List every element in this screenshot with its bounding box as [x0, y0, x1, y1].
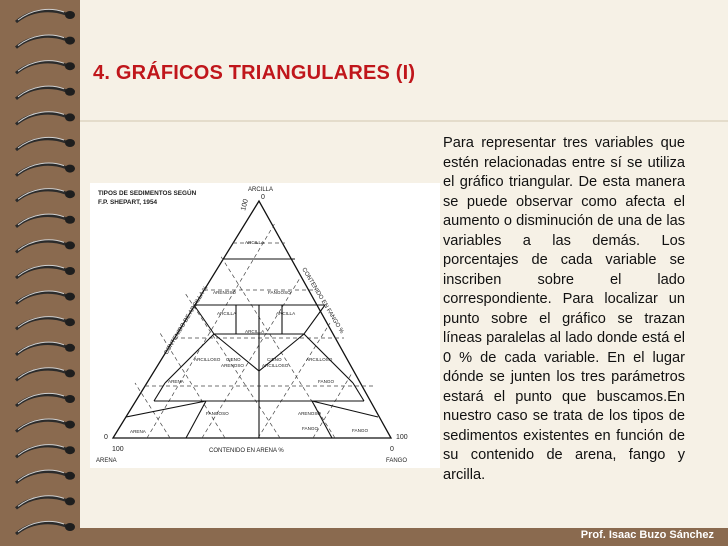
figure-title-line1: TIPOS DE SEDIMENTOS SEGÚN	[98, 190, 197, 197]
binding-hole	[65, 216, 75, 224]
region-fangoso: FANGOSO	[268, 290, 291, 295]
binding-hole	[65, 113, 75, 121]
ternary-diagram-svg	[90, 183, 440, 468]
title-divider	[80, 120, 728, 122]
binding-hole	[65, 369, 75, 377]
slide-title: 4. GRÁFICOS TRIANGULARES (I)	[93, 62, 416, 84]
label-100-top: 100	[240, 198, 250, 212]
footer-author: Prof. Isaac Buzo Sánchez	[580, 529, 714, 541]
binding-hole	[65, 318, 75, 326]
binding-hole	[65, 165, 75, 173]
triangle-outline	[113, 201, 391, 438]
corner-label-arena: ARENA	[96, 458, 117, 464]
binding-hole	[65, 395, 75, 403]
binding-hole	[65, 267, 75, 275]
binding-hole	[65, 62, 75, 70]
region-fango-corner: FANGO	[352, 428, 369, 433]
binding-hole	[65, 523, 75, 531]
ternary-diagram	[90, 183, 440, 468]
binding-hole	[65, 241, 75, 249]
region-cieno-right: CIENO ARCILLOSO	[262, 357, 289, 368]
region-fango-right: FANGO	[318, 379, 335, 384]
region-fango-bottom: FANGO	[302, 426, 319, 431]
binding-hole	[65, 497, 75, 505]
region-arcilla-center: ARCILLA	[245, 329, 265, 334]
axis-label-left: CONTENIDO DE ARCILLA %	[163, 285, 210, 357]
region-arcilla-mid-right: ARCILLA	[276, 311, 296, 316]
region-arenoso-bottom: ARENOSO	[298, 411, 321, 416]
binding-hole	[65, 190, 75, 198]
region-arenoso: ARENOSO	[213, 290, 236, 295]
region-arena-corner: ARENA	[130, 429, 146, 434]
region-arcilla-top: ARCILLA	[245, 240, 265, 245]
spiral-binding	[0, 0, 80, 546]
binding-hole	[65, 421, 75, 429]
region-fangoso-bottom: FANGOSO	[206, 411, 229, 416]
binding-hole	[65, 472, 75, 480]
region-arcilloso-left: ARCILLOSO	[194, 357, 221, 362]
binding-hole	[65, 88, 75, 96]
region-cieno-left: CIENO ARENOSO	[221, 357, 244, 368]
region-arcilla-mid-left: ARCILLA	[217, 311, 237, 316]
binding-hole	[65, 139, 75, 147]
axis-label-right: CONTENIDO EN FANGO %	[300, 266, 345, 335]
region-arena: ARENA	[168, 379, 184, 384]
binding-hole	[65, 446, 75, 454]
label-100-left: 100	[112, 446, 124, 453]
solid-boundaries	[126, 259, 378, 438]
binding-hole	[65, 344, 75, 352]
axis-label-bottom: CONTENIDO EN ARENA %	[209, 448, 284, 454]
corner-label-fango: FANGO	[386, 458, 408, 464]
binding-hole	[65, 293, 75, 301]
apex-label-arcilla: ARCILLA	[248, 187, 274, 193]
label-100-right: 100	[396, 434, 408, 441]
explanation-paragraph: Para representar tres variables que estén relacionadas entre sí se utiliza el gráfico triangular. De esta manera se puede observar como afecta el aumento o disminución de una de las variables a las demás. Los porcentajes de cada variable se inscriben sobre el lado correspondiente. Para localizar un punto sobre el gráfico se trazan líneas paralelas al lado donde está el 0 % de cada variable. En el lugar dónde se junten los tres parámetros estará el punto que buscamos.En nuestro caso se trata de los tipos de sedimentos existentes en función de su contenido de arena, fango y arcilla.	[443, 135, 685, 483]
binding-hole	[65, 11, 75, 19]
region-arcilloso-right: ARCILLOSO	[306, 357, 333, 362]
label-0-right: 0	[390, 446, 394, 453]
label-0-left: 0	[104, 434, 108, 441]
binding-hole	[65, 37, 75, 45]
label-0-top: 0	[261, 194, 265, 201]
figure-title-line2: F.P. SHEPART, 1954	[98, 199, 158, 206]
